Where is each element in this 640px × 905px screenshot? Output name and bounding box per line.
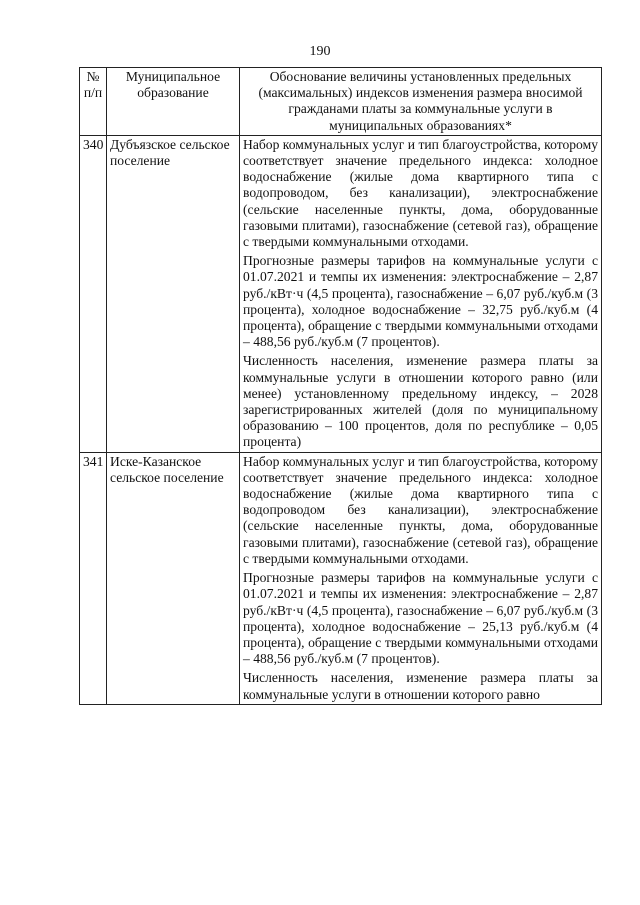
header-justification: Обоснование величины установленных предельных (максимальных) индексов изменения размера вносимой гражданами платы за коммунальные услуги в муниципальных образованиях* <box>240 68 602 136</box>
header-municipality: Муниципальное образование <box>107 68 240 136</box>
justification-cell <box>240 452 602 704</box>
municipality-name: Дубъязское сельское поселение <box>107 135 240 452</box>
services-set-paragraph: Набор коммунальных услуг и тип благоустройства, которому соответствует значение предельного индекса: холодное водоснабжение (жилые дома квартирного типа с водопроводом без канализации), электроснабжение (сельские населенные пункты, дома, оборудованные газовыми плитами), газоснабжение (сетевой газ), обращение с твердыми коммунальными отходами. <box>243 453 598 566</box>
tariffs-paragraph: Прогнозные размеры тарифов на коммунальные услуги с 01.07.2021 и темпы их изменения: электроснабжение – 2,87 руб./кВт·ч (4,5 процента), газоснабжение – 6,07 руб./куб.м (3 процента), холодное водоснабжение – 25,13 руб./куб.м (4 процента), обращение с твердыми коммунальными отходами – 488,56 руб./куб.м (7 процентов). <box>243 570 598 667</box>
tariff-justification-table <box>79 67 602 705</box>
row-number: 340 <box>80 135 107 452</box>
population-paragraph: Численность населения, изменение размера платы за коммунальные услуги в отношении которого равно (или менее) установленному предельному индексу, – 2028 зарегистрированных жителей (доля по муниципальному образованию – 100 процентов, доля по республике – 0,05 процента) <box>243 353 598 450</box>
municipality-name: Иске-Казанское сельское поселение <box>107 452 240 704</box>
row-number: 341 <box>80 452 107 704</box>
services-set-paragraph: Набор коммунальных услуг и тип благоустройства, которому соответствует значение предельного индекса: холодное водоснабжение (жилые дома квартирного типа с водопроводом, без канализации), электроснабжение (сельские населенные пункты, дома, оборудованные газовыми плитами), газоснабжение (сетевой газ), обращение с твердыми коммунальными отходами. <box>243 136 598 250</box>
header-number: № п/п <box>80 68 107 136</box>
page-number: 190 <box>309 44 331 59</box>
justification-cell <box>240 135 602 452</box>
table-row <box>80 452 602 704</box>
population-paragraph: Численность населения, изменение размера платы за коммунальные услуги в отношении которого равно <box>243 670 598 702</box>
table-header-row <box>80 68 602 136</box>
table-row <box>80 135 602 452</box>
tariffs-paragraph: Прогнозные размеры тарифов на коммунальные услуги с 01.07.2021 и темпы их изменения: электроснабжение – 2,87 руб./кВт·ч (4,5 процента), газоснабжение – 6,07 руб./куб.м (3 процента), холодное водоснабжение – 32,75 руб./куб.м (4 процента), обращение с твердыми коммунальными отходами – 488,56 руб./куб.м (7 процентов). <box>243 253 598 350</box>
